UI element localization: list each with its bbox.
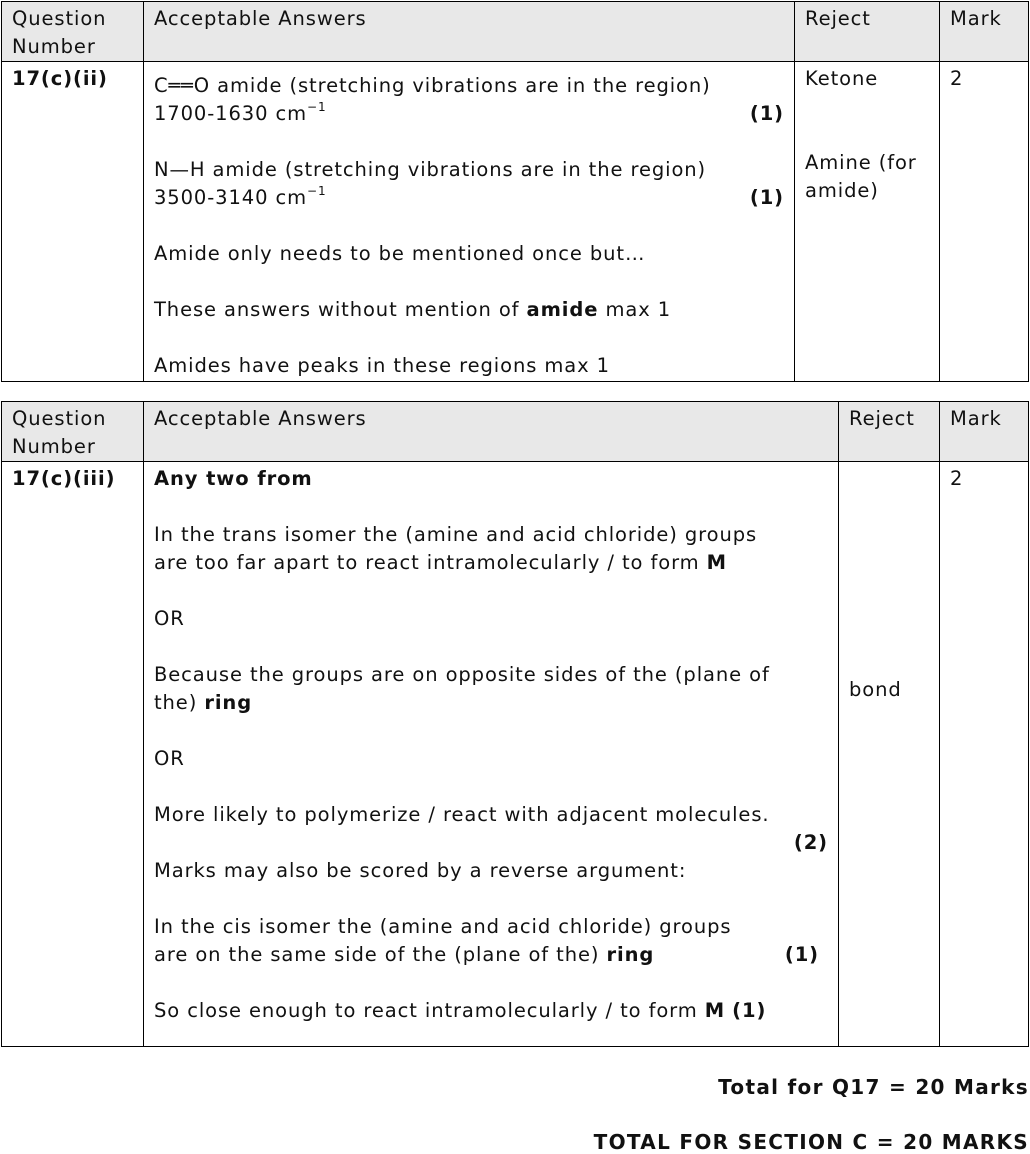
answer-note: Amides have peaks in these regions max 1 xyxy=(154,354,610,377)
header-reject: Reject xyxy=(795,2,940,62)
mark-cell: 2 xyxy=(940,462,1029,1047)
mark-cell: 2 xyxy=(940,62,1029,382)
header-question-number: Question Number xyxy=(2,402,144,462)
total-q17: Total for Q17 = 20 Marks xyxy=(718,1075,1029,1099)
answer-nh-line1: N—H amide (stretching vibrations are in the region) xyxy=(154,158,707,181)
answer-line: More likely to polymerize / react with adjacent molecules. xyxy=(154,803,770,826)
table-header-row xyxy=(2,402,1029,462)
acceptable-answers-cell xyxy=(144,462,839,1047)
mark-award: (1) xyxy=(749,102,784,125)
mark-award: (1) xyxy=(784,943,819,966)
table-header-row xyxy=(2,2,1029,62)
answer-co-range: 1700-1630 $cm^{-1}$ (1) xyxy=(154,100,784,128)
answer-nh-range: 3500-3140 $cm^{-1}$ (1) xyxy=(154,184,784,212)
markscheme-table-17cii xyxy=(1,1,1029,382)
header-question-number: Question Number xyxy=(2,2,144,62)
table-row xyxy=(2,62,1029,382)
header-mark: Mark xyxy=(940,402,1029,462)
reject-cell xyxy=(839,462,940,1047)
reject-item: amide) xyxy=(805,179,879,202)
answer-line: the) ring xyxy=(154,691,253,714)
mark-award: (2) xyxy=(793,831,828,854)
markscheme-table-17ciii xyxy=(1,401,1029,1047)
answer-or: OR xyxy=(154,607,185,630)
header-mark: Mark xyxy=(940,2,1029,62)
answer-line: In the trans isomer the (amine and acid chloride) groups xyxy=(154,523,758,546)
answer-mark-line xyxy=(154,829,828,857)
reject-cell xyxy=(795,62,940,382)
answer-line: are on the same side of the (plane of the) ring (1) xyxy=(154,941,819,969)
acceptable-answers-cell xyxy=(144,62,795,382)
answer-line: are too far apart to react intramolecularly / to form M xyxy=(154,551,727,574)
answer-co-line1: C══O amide (stretching vibrations are in the region) xyxy=(154,74,711,97)
answer-line: In the cis isomer the (amine and acid chloride) groups xyxy=(154,915,732,938)
answer-line: So close enough to react intramolecularly / to form M (1) xyxy=(154,999,767,1022)
mark-award: (1) xyxy=(732,999,767,1022)
answer-or: OR xyxy=(154,747,185,770)
answer-intro: Any two from xyxy=(154,467,313,490)
reject-item: Amine (for xyxy=(805,151,917,174)
answer-line: Marks may also be scored by a reverse argument: xyxy=(154,859,687,882)
reject-item: Ketone xyxy=(805,67,879,90)
header-acceptable-answers: Acceptable Answers xyxy=(144,2,795,62)
question-number: 17(c)(iii) xyxy=(2,462,144,1047)
header-acceptable-answers: Acceptable Answers xyxy=(144,402,839,462)
answer-note: These answers without mention of amide max 1 xyxy=(154,298,672,321)
header-reject: Reject xyxy=(839,402,940,462)
question-number: 17(c)(ii) xyxy=(2,62,144,382)
answer-note: Amide only needs to be mentioned once but… xyxy=(154,242,646,265)
mark-award: (1) xyxy=(749,186,784,209)
table-row xyxy=(2,462,1029,1047)
total-section-c: TOTAL FOR SECTION C = 20 MARKS xyxy=(593,1130,1029,1154)
reject-item: bond xyxy=(849,678,902,701)
answer-line: Because the groups are on opposite sides of the (plane of xyxy=(154,663,770,686)
